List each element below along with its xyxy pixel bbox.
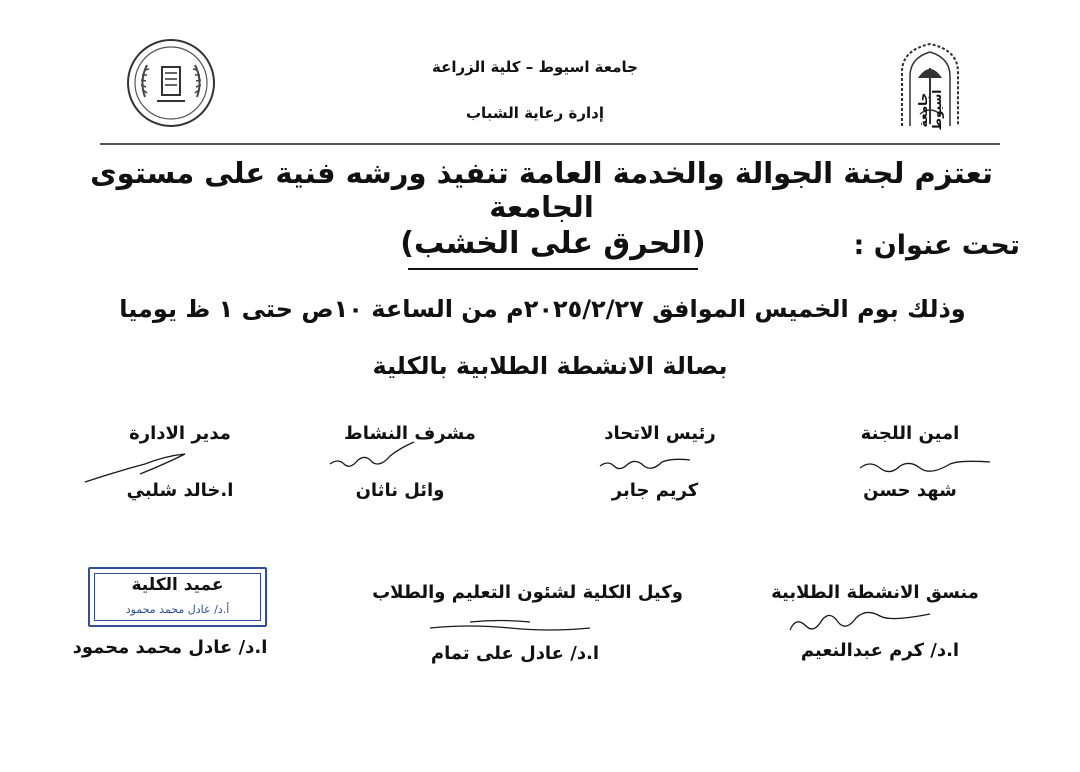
signature-mark — [430, 626, 590, 630]
date-time-line: وذلك بوم الخميس الموافق ٢٠٢٥/٢/٢٧م من الساعة ١٠ص حتى ١ ظ يوميا — [119, 295, 966, 323]
signatory-role-student-activities-coordinator: منسق الانشطة الطلابية — [771, 582, 979, 603]
signatory-name-dean: ا.د/ عادل محمد محمود — [72, 637, 268, 658]
signatory-role-dean: عميد الكلية — [131, 575, 224, 595]
department-line: إدارة رعاية الشباب — [465, 104, 605, 122]
signature-mark — [85, 454, 185, 482]
signatory-name-activity-supervisor: وائل ناثان — [355, 480, 445, 501]
signature-mark — [600, 459, 690, 468]
header-divider — [100, 143, 1000, 145]
signatory-role-activity-supervisor: مشرف النشاط — [344, 423, 476, 444]
university-seal-logo — [125, 37, 217, 129]
workshop-title: (الحرق على الخشب) — [400, 226, 706, 261]
signatory-name-union-president: كريم جابر — [611, 480, 699, 501]
signatory-role-committee-secretary: امين اللجنة — [860, 423, 960, 444]
university-seal-icon — [125, 37, 217, 129]
signatory-name-department-director: ا.خالد شلبي — [126, 480, 234, 501]
signature-mark — [470, 621, 530, 623]
logo-text: جامعة اسيوط — [916, 89, 944, 131]
signature-mark — [790, 612, 930, 630]
signature-mark — [330, 442, 414, 466]
title-underline — [408, 268, 698, 270]
signatory-name-student-activities-coordinator: ا.د/ كرم عبدالنعيم — [800, 640, 960, 661]
row2-handwritten-signatures — [0, 600, 1080, 640]
signatory-role-union-president: رئيس الاتحاد — [604, 423, 716, 444]
venue-line: بصالة الانشطة الطلابية بالكلية — [372, 352, 728, 380]
signatory-role-vice-dean: وكيل الكلية لشئون التعليم والطلاب — [372, 582, 683, 603]
title-label: تحت عنوان : — [853, 230, 1020, 261]
signature-mark — [860, 461, 990, 471]
stamp-text: أ.د/ عادل محمد محمود — [125, 603, 230, 616]
assiut-university-logo — [890, 38, 970, 130]
signatory-role-department-director: مدير الادارة — [129, 423, 231, 444]
university-line: جامعة اسيوط – كلية الزراعة — [432, 58, 638, 76]
signatory-name-committee-secretary: شهد حسن — [863, 480, 957, 501]
signatory-name-vice-dean: ا.د/ عادل على تمام — [430, 643, 600, 664]
announcement-headline: تعتزم لجنة الجوالة والخدمة العامة تنفيذ ورشه فنية على مستوى الجامعة — [90, 156, 993, 224]
